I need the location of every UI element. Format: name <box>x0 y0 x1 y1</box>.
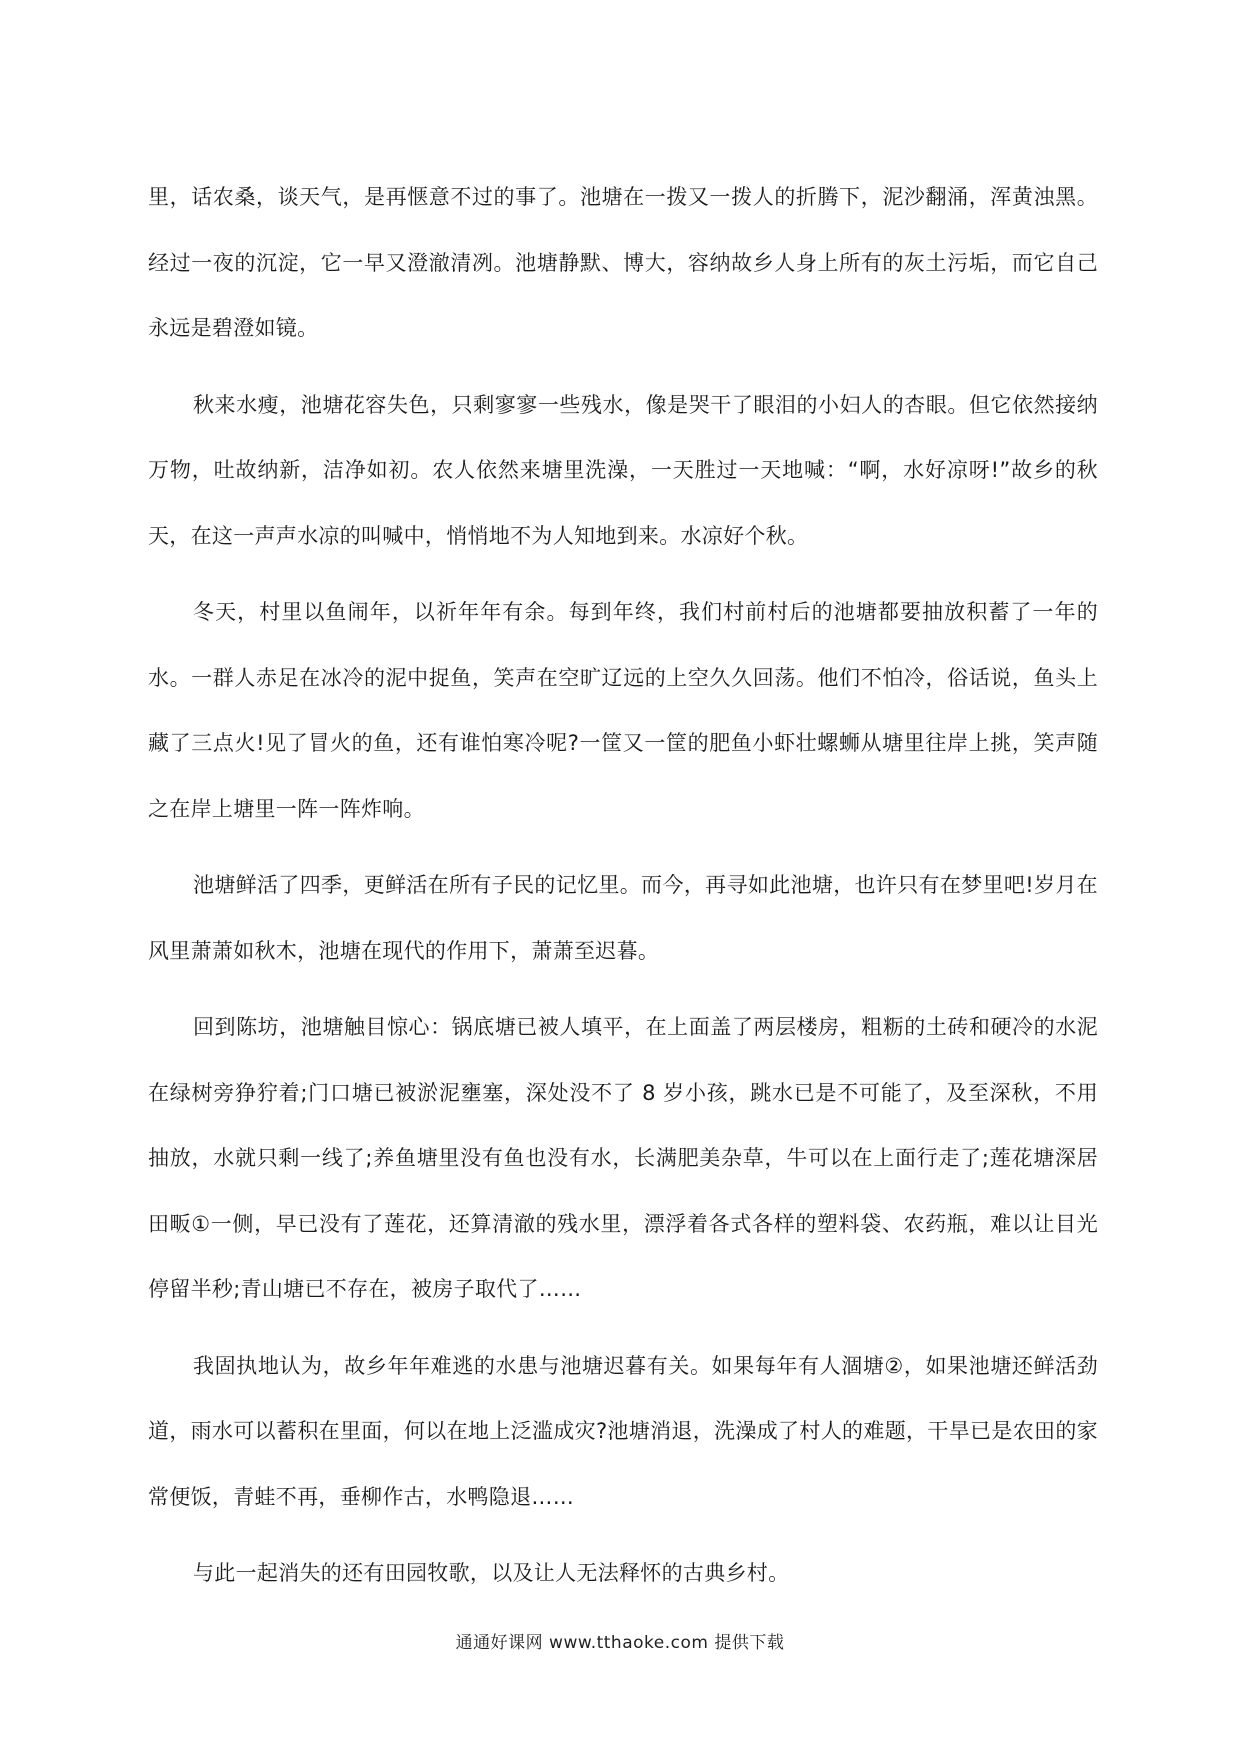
article-body <box>148 165 1098 1618</box>
paragraph-7: 与此一起消失的还有田园牧歌，以及让人无法释怀的古典乡村。 <box>193 1561 790 1585</box>
paragraph-1: 里，话农桑，谈天气，是再惬意不过的事了。池塘在一拨又一拨人的折腾下，泥沙翻涌，浑黄浊黑。经过一夜的沉淀，它一早又澄澈清冽。池塘静默、博大，容纳故乡人身上所有的灰土污垢，而它自己永远是碧澄如镜。 <box>148 185 1098 340</box>
paragraph-3: 冬天，村里以鱼闹年，以祈年年有余。每到年终，我们村前村后的池塘都要抽放积蓄了一年的水。一群人赤足在冰冷的泥中捉鱼，笑声在空旷辽远的上空久久回荡。他们不怕冷，俗话说，鱼头上藏了三点火!见了冒火的鱼，还有谁怕寒冷呢?一筐又一筐的肥鱼小虾壮螺蛳从塘里往岸上挑，笑声随之在岸上塘里一阵一阵炸响。 <box>148 600 1098 821</box>
paragraph-5: 回到陈坊，池塘触目惊心：锅底塘已被人填平，在上面盖了两层楼房，粗粝的土砖和硬冷的水泥在绿树旁狰狞着;门口塘已被淤泥壅塞，深处没不了 8 岁小孩，跳水已是不可能了，及至深秋，不用抽放，水就只剩一线了;养鱼塘里没有鱼也没有水，长满肥美杂草，牛可以在上面行走了;莲花塘深居田畈①一侧，早已没有了莲花，还算清澈的残水里，漂浮着各式各样的塑料袋、农药瓶，难以让目光停留半秒;青山塘已不存在，被房子取代了…… <box>148 1015 1098 1301</box>
paragraph-4: 池塘鲜活了四季，更鲜活在所有子民的记忆里。而今，再寻如此池塘，也许只有在梦里吧!岁月在风里萧萧如秋木，池塘在现代的作用下，萧萧至迟暮。 <box>148 873 1098 963</box>
paragraph-6: 我固执地认为，故乡年年难逃的水患与池塘迟暮有关。如果每年有人涸塘②，如果池塘还鲜活劲道，雨水可以蓄积在里面，何以在地上泛滥成灾?池塘消退，洗澡成了村人的难题，干旱已是农田的家常便饭，青蛙不再，垂柳作古，水鸭隐退…… <box>148 1353 1098 1509</box>
page-footer: 通通好课网 www.tthaoke.com 提供下载 <box>455 1633 785 1653</box>
paragraph-2: 秋来水瘦，池塘花容失色，只剩寥寥一些残水，像是哭干了眼泪的小妇人的杏眼。但它依然接纳万物，吐故纳新，洁净如初。农人依然来塘里洗澡，一天胜过一天地喊：“啊，水好凉呀!”故乡的秋天，在这一声声水凉的叫喊中，悄悄地不为人知地到来。水凉好个秋。 <box>148 392 1098 548</box>
